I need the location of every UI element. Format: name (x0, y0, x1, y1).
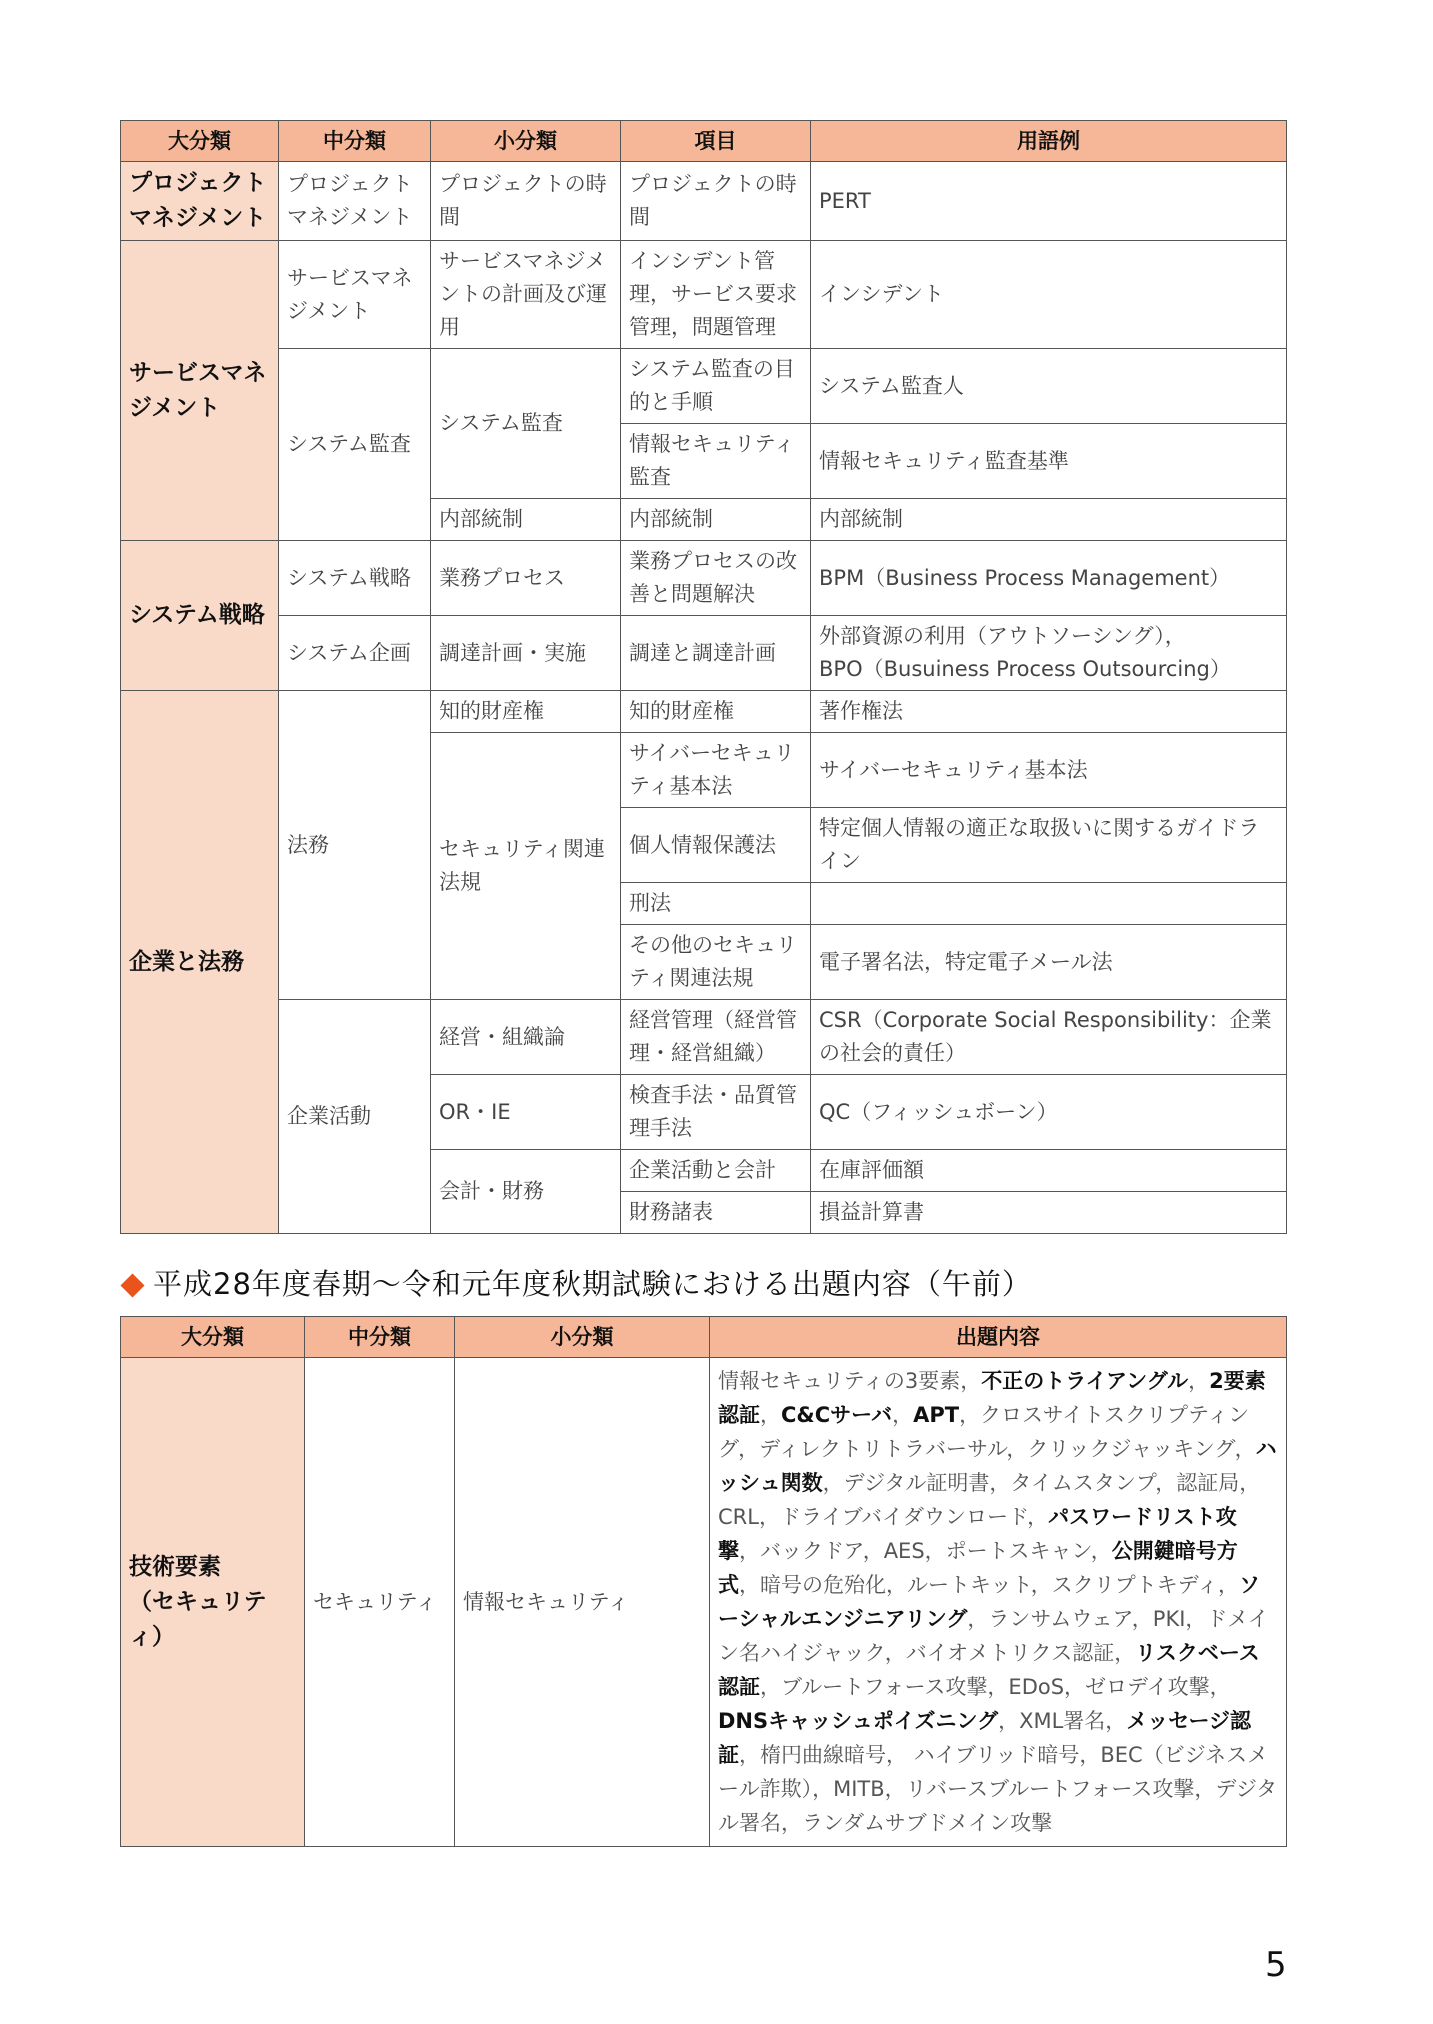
middle-category: システム企画 (279, 616, 431, 691)
exam-content (710, 1358, 1287, 1847)
major-category: サービスマネジメント (121, 241, 279, 541)
item-cell: その他のセキュリティ関連法規 (621, 925, 811, 1000)
item-cell: 情報セキュリティ監査 (621, 424, 811, 499)
term-cell: 内部統制 (811, 499, 1287, 541)
keyword-bold: リスクベース認証 (718, 1641, 1260, 1699)
middle-category: セキュリティ (305, 1358, 455, 1847)
term-cell: 電子署名法，特定電子メール法 (811, 925, 1287, 1000)
term-line: 外部資源の利用（アウトソーシング）， (819, 624, 1186, 648)
item-cell: 業務プロセスの改善と問題解決 (621, 541, 811, 616)
major-category: プロジェクトマネジメント (121, 162, 279, 241)
term-cell: 損益計算書 (811, 1192, 1287, 1234)
content-text: ，ブルートフォース攻撃，EDoS，ゼロデイ攻撃， (760, 1675, 1231, 1699)
keyword-bold: APT (913, 1403, 960, 1427)
item-cell: 知的財産権 (621, 691, 811, 733)
content-text: 情報セキュリティの3要素， (718, 1369, 982, 1393)
item-cell: サイバーセキュリティ基本法 (621, 733, 811, 808)
term-cell: BPM（Business Process Management） (811, 541, 1287, 616)
middle-category: サービスマネジメント (279, 241, 431, 349)
terms-table (120, 120, 1287, 1234)
header-major: 大分類 (121, 1317, 305, 1358)
middle-category: システム監査 (279, 349, 431, 541)
major-category: システム戦略 (121, 541, 279, 691)
term-cell: 著作権法 (811, 691, 1287, 733)
content-text: ，楕円曲線暗号， ハイブリッド暗号，BEC（ビジネスメール詐欺），MITB，リバースブルートフォース攻撃，デジタル署名，ランダムサブドメイン攻撃 (718, 1743, 1278, 1835)
table-row (121, 162, 1287, 241)
table-row (121, 1358, 1287, 1847)
table-row (121, 541, 1287, 616)
content-text: ， (1188, 1369, 1210, 1393)
page-number: 5 (1265, 1945, 1287, 1985)
item-cell: 個人情報保護法 (621, 808, 811, 883)
header-middle: 中分類 (305, 1317, 455, 1358)
term-cell: システム監査人 (811, 349, 1287, 424)
term-cell: PERT (811, 162, 1287, 241)
minor-category: 内部統制 (431, 499, 621, 541)
content-text: ，ランサムウェア，PKI，ドメイン名ハイジャック，バイオメトリクス認証， (718, 1607, 1269, 1665)
keyword-bold: 公開鍵暗号方式 (718, 1539, 1238, 1597)
term-cell: 在庫評価額 (811, 1150, 1287, 1192)
minor-category: システム監査 (431, 349, 621, 499)
minor-category: 会計・財務 (431, 1150, 621, 1234)
middle-category: 企業活動 (279, 1000, 431, 1234)
content-text: ，デジタル証明書，タイムスタンプ，認証局，CRL，ドライブバイダウンロード， (718, 1471, 1261, 1529)
section-title-text: 平成28年度春期～令和元年度秋期試験における出題内容（午前） (153, 1267, 1032, 1301)
term-cell: 特定個人情報の適正な取扱いに関するガイドライン (811, 808, 1287, 883)
keyword-bold: 2要素認証 (718, 1369, 1266, 1427)
keyword-bold: DNSキャッシュポイズニング (718, 1709, 999, 1733)
minor-category: サービスマネジメントの計画及び運用 (431, 241, 621, 349)
keyword-bold: ソーシャルエンジニアリング (718, 1573, 1261, 1631)
term-cell: インシデント (811, 241, 1287, 349)
header-term: 用語例 (811, 121, 1287, 162)
major-category-line: （セキュリティ） (129, 1588, 267, 1650)
minor-category: OR・IE (431, 1075, 621, 1150)
minor-category: 調達計画・実施 (431, 616, 621, 691)
middle-category: システム戦略 (279, 541, 431, 616)
term-cell: サイバーセキュリティ基本法 (811, 733, 1287, 808)
item-cell: 調達と調達計画 (621, 616, 811, 691)
keyword-bold: C&Cサーバ (781, 1403, 893, 1427)
section-title (118, 1262, 1032, 1303)
term-cell: 情報セキュリティ監査基準 (811, 424, 1287, 499)
major-category: 企業と法務 (121, 691, 279, 1234)
header-content: 出題内容 (710, 1317, 1287, 1358)
header-minor: 小分類 (431, 121, 621, 162)
keyword-bold: パスワードリスト攻撃 (718, 1505, 1237, 1563)
keyword-bold: ハッシュ関数 (718, 1437, 1277, 1495)
item-cell: 内部統制 (621, 499, 811, 541)
minor-category: 知的財産権 (431, 691, 621, 733)
content-text: ，暗号の危殆化，ルートキット，スクリプトキディ， (739, 1573, 1240, 1597)
item-cell: インシデント管理，サービス要求管理，問題管理 (621, 241, 811, 349)
content-text: ， (892, 1403, 914, 1427)
table-row (121, 349, 1287, 424)
header-middle: 中分類 (279, 121, 431, 162)
header-item: 項目 (621, 121, 811, 162)
minor-category: 経営・組織論 (431, 1000, 621, 1075)
header-major: 大分類 (121, 121, 279, 162)
item-cell: システム監査の目的と手順 (621, 349, 811, 424)
table-row (121, 1000, 1287, 1075)
minor-category: プロジェクトの時間 (431, 162, 621, 241)
table-row (121, 691, 1287, 733)
item-cell: 財務諸表 (621, 1192, 811, 1234)
item-cell: 企業活動と会計 (621, 1150, 811, 1192)
minor-category: 業務プロセス (431, 541, 621, 616)
term-line: BPO（Busuiness Process Outsourcing） (819, 657, 1231, 681)
keyword-bold: 不正のトライアングル (981, 1369, 1189, 1393)
table-row (121, 241, 1287, 349)
minor-category: 情報セキュリティ (455, 1358, 710, 1847)
content-text: ，クロスサイトスクリプティング，ディレクトリトラバーサル，クリックジャッキング， (718, 1403, 1256, 1461)
table-header-row (121, 1317, 1287, 1358)
term-cell: CSR（Corporate Social Responsibility：企業の社会的責任） (811, 1000, 1287, 1075)
table-header-row (121, 121, 1287, 162)
diamond-bullet-icon (120, 1273, 144, 1297)
term-cell (811, 616, 1287, 691)
header-minor: 小分類 (455, 1317, 710, 1358)
term-cell (811, 883, 1287, 925)
term-cell: QC（フィッシュボーン） (811, 1075, 1287, 1150)
middle-category: 法務 (279, 691, 431, 1000)
major-category (121, 1358, 305, 1847)
content-text: ，XML署名， (998, 1709, 1127, 1733)
item-cell: 検査手法・品質管理手法 (621, 1075, 811, 1150)
item-cell: 経営管理（経営管理・経営組織） (621, 1000, 811, 1075)
table-row (121, 616, 1287, 691)
content-text: ， (760, 1403, 781, 1427)
exam-content-table (120, 1316, 1287, 1847)
major-category-line: 技術要素 (129, 1553, 221, 1580)
content-text: ，バックドア，AES，ポートスキャン， (739, 1539, 1112, 1563)
item-cell: プロジェクトの時間 (621, 162, 811, 241)
item-cell: 刑法 (621, 883, 811, 925)
middle-category: プロジェクトマネジメント (279, 162, 431, 241)
keyword-bold: メッセージ認証 (718, 1709, 1252, 1767)
minor-category: セキュリティ関連法規 (431, 733, 621, 1000)
